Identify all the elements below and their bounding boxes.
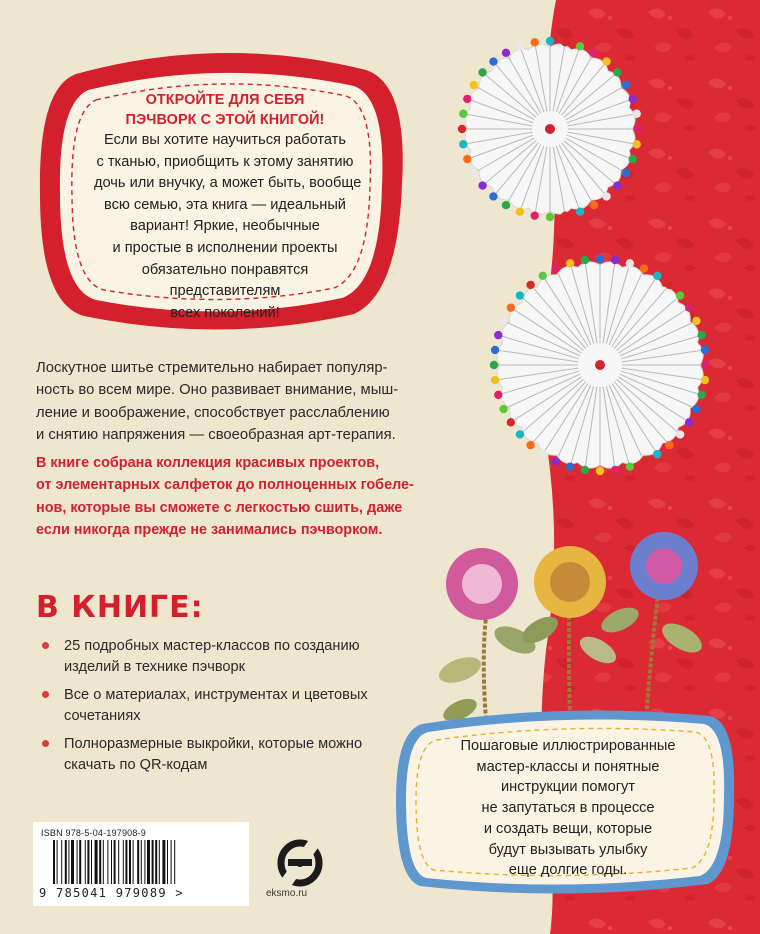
paragraph-line: Лоскутное шитье стремительно набирает популяр-	[36, 360, 388, 376]
outro-line: не запутаться в процессе	[481, 800, 655, 817]
outro-line: и создать вещи, которые	[483, 820, 653, 837]
patchwork-flowers-image	[420, 520, 710, 720]
in-book-heading: В КНИГЕ:	[36, 590, 204, 625]
intro-bubble-text	[94, 90, 362, 324]
intro-title-line: ОТКРОЙТЕ ДЛЯ СЕБЯ	[145, 92, 305, 108]
highlight-line: от элементарных салфеток до полноценных гобеле-	[36, 477, 414, 494]
outro-line: еще долгие годы.	[508, 862, 628, 879]
paragraph-line: и снятию напряжения — своеобразная арт-терапия.	[36, 426, 396, 443]
feature-text: 25 подробных мастер-классов по созданию изделий в технике пэчворк	[64, 638, 360, 675]
feature-text: Все о материалах, инструментах и цветовых сочетаниях	[64, 687, 368, 724]
intro-body-line: Если вы хотите научиться работать	[104, 132, 346, 148]
outro-bubble-text	[418, 736, 718, 881]
list-item	[36, 734, 416, 775]
intro-bubble	[36, 44, 406, 332]
eksmo-logo-icon	[270, 838, 330, 888]
intro-title	[94, 90, 356, 130]
barcode-icon	[53, 840, 231, 886]
paragraph-line: ность во всем мире. Оно развивает внимание, мыш-	[36, 382, 399, 399]
barcode-box	[33, 822, 249, 906]
feature-text: Полноразмерные выкройки, которые можно скачать по QR-кодам	[64, 736, 363, 773]
intro-body-line: дочь или внучку, а может быть, вообще	[94, 175, 362, 192]
highlight-line: В книге собрана коллекция красивых проектов,	[36, 455, 380, 471]
description-paragraph	[36, 357, 526, 446]
bullet-icon	[42, 642, 49, 649]
outro-line: будут вызывать улыбку	[488, 841, 648, 858]
pin-cushion-top-image	[450, 24, 650, 234]
list-item	[36, 685, 416, 726]
intro-body-line: всю семью, эта книга — идеальный	[104, 196, 346, 213]
bullet-icon	[42, 740, 49, 747]
intro-body-line: вариант! Яркие, необычные	[130, 218, 320, 235]
highlight-line: нов, которые вы сможете с легкостью сшить, даже	[36, 499, 403, 516]
bullet-icon	[42, 691, 49, 698]
intro-body-line: и простые в исполнении проекты	[112, 239, 338, 256]
publisher-url: eksmo.ru	[266, 888, 308, 899]
features-list	[36, 636, 416, 783]
outro-line: инструкции помогут	[500, 779, 636, 796]
list-item	[36, 636, 416, 677]
isbn-text: ISBN 978-5-04-197908-9	[41, 828, 146, 838]
highlight-paragraph	[36, 452, 536, 541]
intro-body-line: с тканью, приобщить к этому занятию	[96, 153, 354, 170]
paragraph-line: ление и воображение, способствует расслаблению	[36, 404, 390, 421]
outro-line: Пошаговые иллюстрированные	[460, 738, 676, 754]
highlight-line: если никогда прежде не занимались пэчворком.	[36, 521, 383, 538]
barcode-digits: 9 785041 979089 >	[39, 886, 184, 900]
intro-body-line: всех поколений!	[170, 304, 280, 321]
intro-title-line: ПЭЧВОРК С ЭТОЙ КНИГОЙ!	[125, 112, 325, 128]
intro-body-line: обязательно понравятся	[141, 261, 309, 278]
outro-bubble	[392, 696, 738, 902]
outro-line: мастер-классы и понятные	[476, 758, 660, 775]
intro-body-line: представителям	[169, 283, 281, 300]
